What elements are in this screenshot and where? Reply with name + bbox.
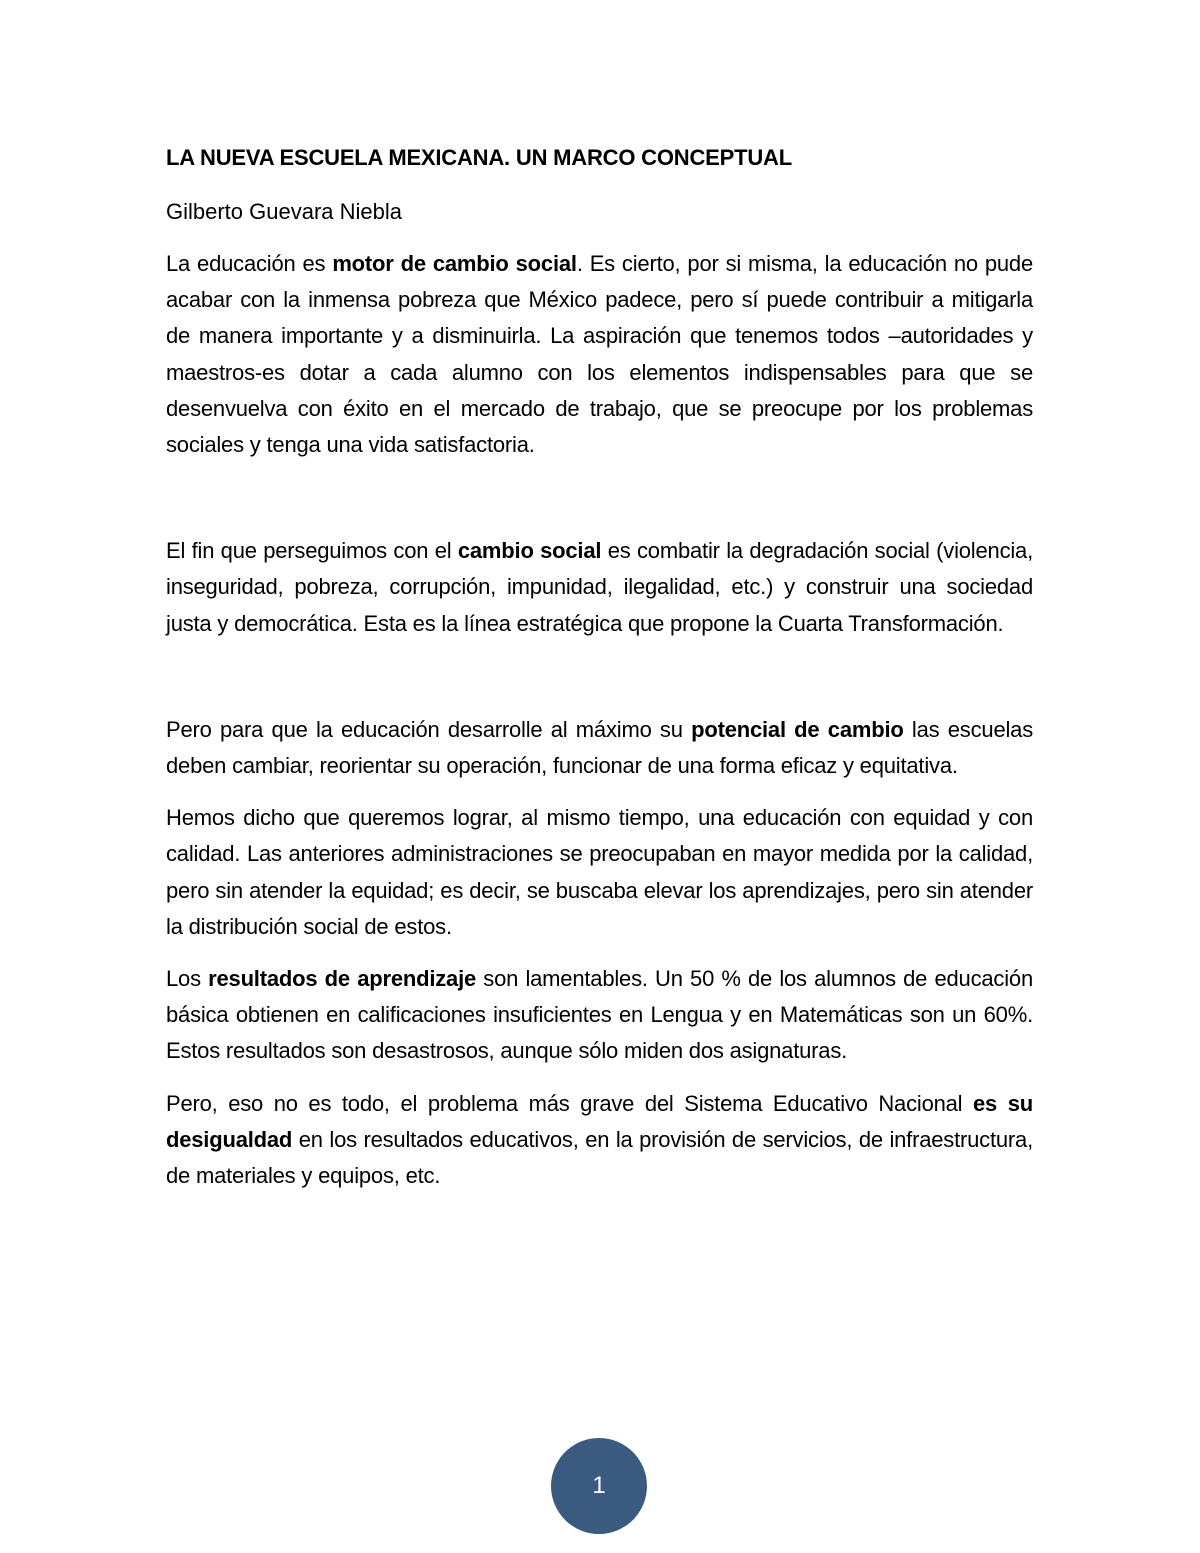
paragraph-5-text-c: son lamentables. Un 50 % de los alumnos de educación básica obtienen en calificaciones insuficientes en Lengua y en Matemáticas son un 60%. Estos resultados son desastrosos, aunque sólo miden dos asignaturas.	[166, 966, 1033, 1064]
paragraph-2	[166, 533, 1033, 642]
paragraph-1-bold: motor de cambio social	[332, 251, 577, 276]
document-author: Gilberto Guevara Niebla	[166, 199, 403, 224]
paragraph-3-text-a: Pero para que la educación desarrolle al máximo su	[166, 716, 692, 742]
paragraph-6	[166, 1086, 1033, 1195]
paragraph-1-text-c: . Es cierto, por si misma, la educación no pude acabar con la inmensa pobreza que México padece, pero sí puede contribuir a mitigarla de manera importante y a disminuirla. La aspiración que tenemos todos –autoridades y maestros-es dotar a cada alumno con los elementos indispensables para que se desenvuelva con éxito en el mercado de trabajo, que se preocupe por los problemas sociales y tenga una vida satisfactoria.	[166, 251, 1034, 458]
paragraph-1-text-a: La educación es	[166, 251, 333, 276]
paragraph-3	[166, 712, 1033, 784]
document-title: LA NUEVA ESCUELA MEXICANA. UN MARCO CONCEPTUAL	[166, 145, 792, 170]
paragraph-3-bold: potencial de cambio	[691, 716, 904, 742]
paragraph-6-text-a: Pero, eso no es todo, el problema más grave del Sistema Educativo Nacional	[166, 1090, 974, 1116]
paragraph-5	[166, 961, 1033, 1070]
paragraph-6-bold: es su desigualdad	[166, 1090, 1033, 1152]
paragraph-2-text-c: es combatir la degradación social (violencia, inseguridad, pobreza, corrupción, impunidad, ilegalidad, etc.) y construir una sociedad justa y democrática. Esta es la línea estratégica que propone la Cuarta Transformación.	[166, 538, 1034, 636]
page-number: 1	[592, 1472, 606, 1499]
document-body	[166, 140, 1033, 1194]
page-number-badge	[551, 1438, 647, 1534]
paragraph-5-bold: resultados de aprendizaje	[208, 966, 477, 992]
paragraph-1	[166, 246, 1033, 463]
paragraph-2-bold: cambio social	[457, 538, 602, 564]
paragraph-2-text-a: El fin que perseguimos con el	[166, 538, 458, 564]
paragraph-4: Hemos dicho que queremos lograr, al mismo tiempo, una educación con equidad y con calidad. Las anteriores administraciones se preocupaban en mayor medida por la calidad, pero sin atender la equidad; es decir, se buscaba elevar los aprendizajes, pero sin atender la distribución social de estos.	[166, 805, 1033, 939]
paragraph-5-text-a: Los	[166, 966, 209, 992]
paragraph-6-text-c: en los resultados educativos, en la provisión de servicios, de infraestructura, de materiales y equipos, etc.	[166, 1126, 1033, 1189]
paragraph-3-text-c: las escuelas deben cambiar, reorientar su operación, funcionar de una forma eficaz y equitativa.	[166, 716, 1034, 779]
